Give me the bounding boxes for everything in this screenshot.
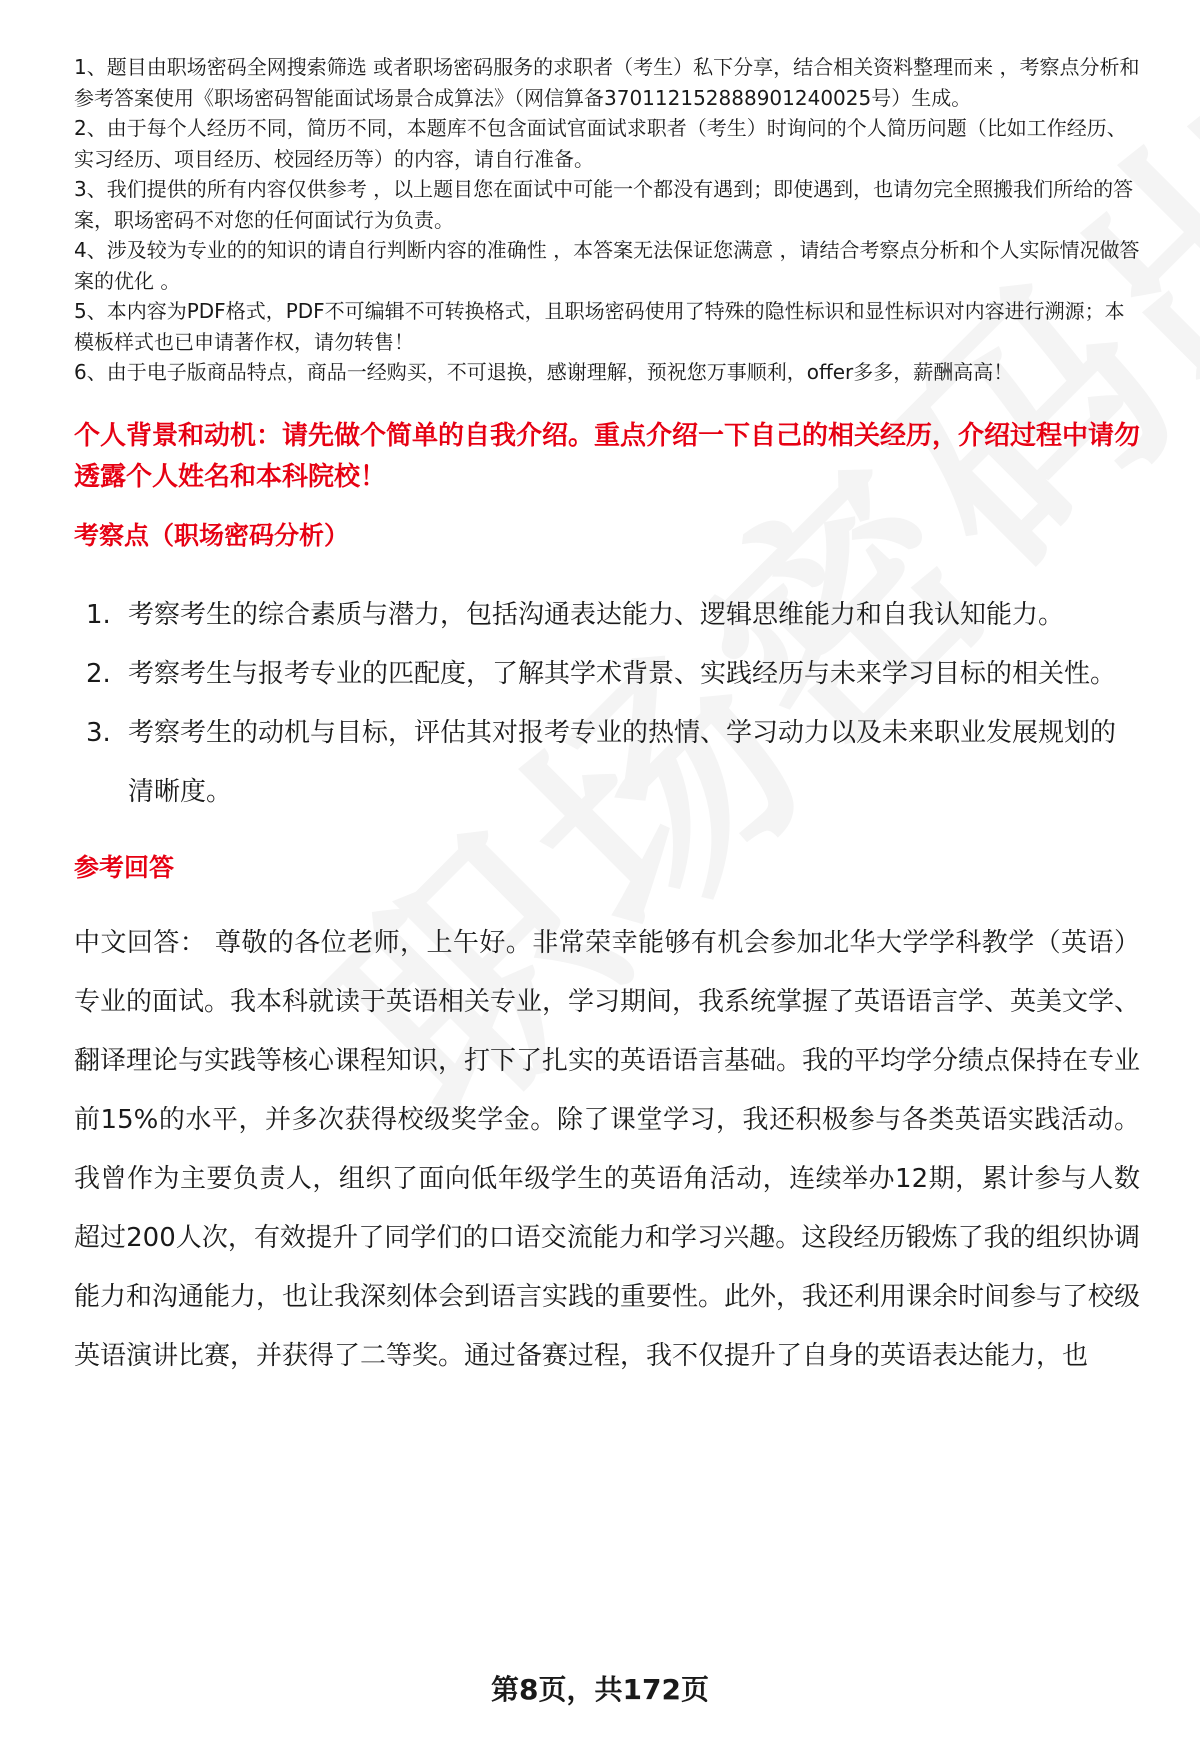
analysis-list	[74, 586, 1140, 822]
answer-heading: 参考回答	[74, 852, 175, 882]
notice-item: 6、由于电子版商品特点，商品一经购买，不可退换，感谢理解，预祝您万事顺利，offer多多，薪酬高高！	[74, 360, 1014, 384]
analysis-point-text: 考察考生的综合素质与潜力，包括沟通表达能力、逻辑思维能力和自我认知能力。	[128, 599, 1065, 630]
analysis-point-number: 2.	[86, 658, 111, 689]
analysis-point	[74, 586, 1140, 645]
notice-item: 5、本内容为PDF格式，PDF不可编辑不可转换格式，且职场密码使用了特殊的隐性标识和显性标识对内容进行溯源；本模板样式也已申请著作权，请勿转售！	[74, 299, 1125, 354]
page-number: 第8页，共172页	[491, 1673, 709, 1706]
analysis-point-text: 考察考生的动机与目标，评估其对报考专业的热情、学习动力以及未来职业发展规划的清晰度。	[128, 717, 1117, 807]
notice-item: 2、由于每个人经历不同，简历不同，本题库不包含面试官面试求职者（考生）时询问的个人简历问题（比如工作经历、实习经历、项目经历、校园经历等）的内容，请自行准备。	[74, 116, 1127, 171]
notice-item: 3、我们提供的所有内容仅供参考 ，以上题目您在面试中可能一个都没有遇到；即使遇到，也请勿完全照搬我们所给的答案，职场密码不对您的任何面试行为负责。	[74, 177, 1134, 232]
analysis-point-text: 考察考生与报考专业的匹配度，了解其学术背景、实践经历与未来学习目标的相关性。	[128, 658, 1117, 689]
analysis-heading: 考察点（职场密码分析）	[74, 520, 350, 550]
analysis-point-number: 3.	[86, 717, 111, 748]
answer-text: 中文回答： 尊敬的各位老师，上午好。非常荣幸能够有机会参加北华大学学科教学（英语）专业的面试。我本科就读于英语相关专业，学习期间，我系统掌握了英语语言学、英美文学、翻译理论与实践等核心课程知识，打下了扎实的英语语言基础。我的平均学分绩点保持在专业前15%的水平，并多次获得校级奖学金。除了课堂学习，我还积极参与各类英语实践活动。我曾作为主要负责人，组织了面向低年级学生的英语角活动，连续举办12期，累计参与人数超过200人次，有效提升了同学们的口语交流能力和学习兴趣。这段经历锻炼了我的组织协调能力和沟通能力，也让我深刻体会到语言实践的重要性。此外，我还利用课余时间参与了校级英语演讲比赛，并获得了二等奖。通过备赛过程，我不仅提升了自身的英语表达能力，也	[74, 927, 1141, 1371]
interview-question: 个人背景和动机：请先做个简单的自我介绍。重点介绍一下自己的相关经历，介绍过程中请勿透露个人姓名和本科院校！	[74, 420, 1141, 492]
notice-block	[74, 52, 1140, 388]
notice-item: 4、涉及较为专业的的知识的请自行判断内容的准确性 ，本答案无法保证您满意 ，请结合考察点分析和个人实际情况做答案的优化 。	[74, 238, 1140, 293]
analysis-point	[74, 704, 1140, 822]
notice-item: 1、题目由职场密码全网搜索筛选 或者职场密码服务的求职者（考生）私下分享，结合相关资料整理而来 ，考察点分析和参考答案使用《职场密码智能面试场景合成算法》（网信算备370112152888901240025号）生成。	[74, 55, 1140, 110]
analysis-point	[74, 645, 1140, 704]
analysis-point-number: 1.	[86, 599, 111, 630]
